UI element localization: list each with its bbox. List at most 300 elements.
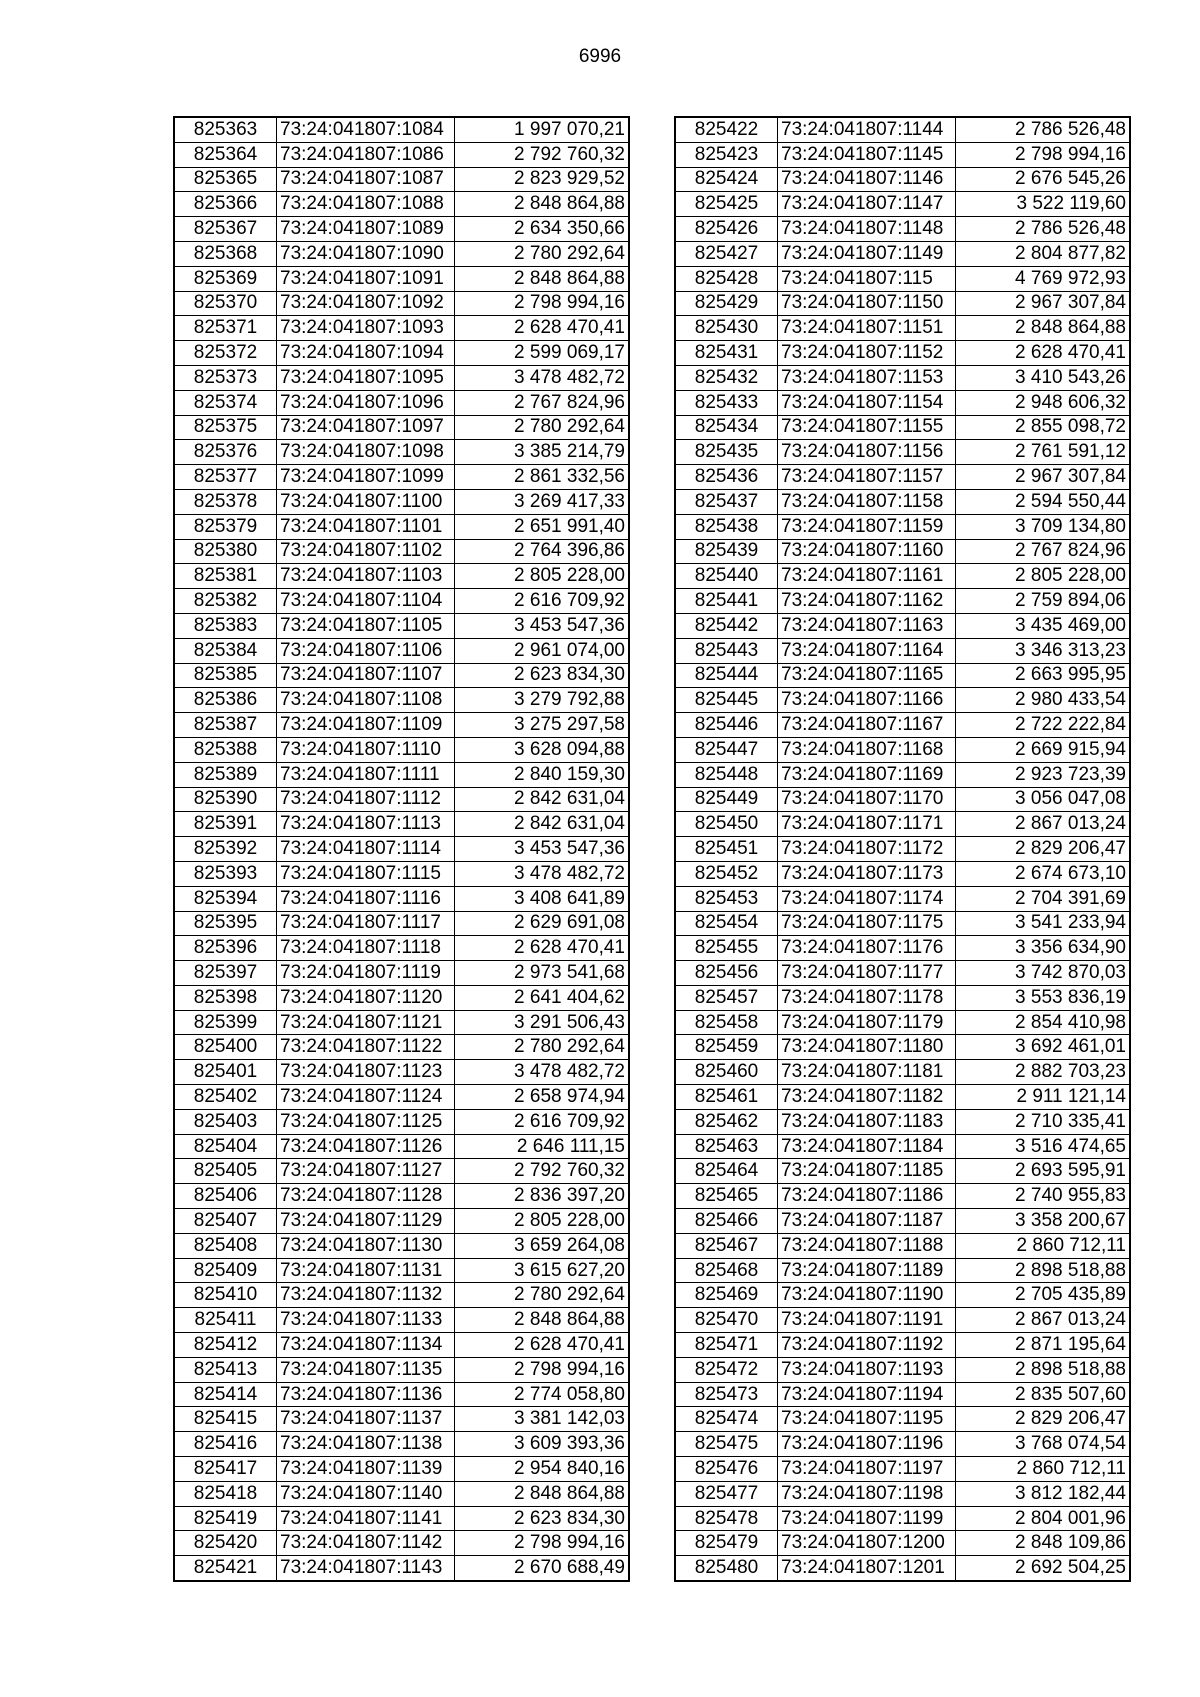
- cadastral-number-cell: 73:24:041807:1148: [778, 217, 956, 242]
- value-cell: 2 954 840,16: [455, 1457, 630, 1482]
- table-row: [174, 390, 629, 415]
- value-cell: 3 356 634,90: [956, 936, 1131, 961]
- record-number-cell: 825383: [174, 613, 277, 638]
- table-row: [675, 713, 1130, 738]
- record-number-cell: 825437: [675, 489, 778, 514]
- record-number-cell: 825438: [675, 514, 778, 539]
- record-number-cell: 825469: [675, 1283, 778, 1308]
- cadastral-number-cell: 73:24:041807:1166: [778, 688, 956, 713]
- cadastral-number-cell: 73:24:041807:1167: [778, 713, 956, 738]
- record-number-cell: 825403: [174, 1109, 277, 1134]
- table-row: [174, 1457, 629, 1482]
- value-cell: 3 541 233,94: [956, 911, 1131, 936]
- table-row: [174, 1184, 629, 1209]
- value-cell: 3 692 461,01: [956, 1035, 1131, 1060]
- value-cell: 2 628 470,41: [455, 1333, 630, 1358]
- value-cell: 2 705 435,89: [956, 1283, 1131, 1308]
- value-cell: 2 829 206,47: [956, 1407, 1131, 1432]
- table-row: [174, 117, 629, 142]
- cadastral-number-cell: 73:24:041807:1161: [778, 564, 956, 589]
- cadastral-number-cell: 73:24:041807:1180: [778, 1035, 956, 1060]
- record-number-cell: 825471: [675, 1333, 778, 1358]
- value-cell: 1 997 070,21: [455, 117, 630, 142]
- value-cell: 2 923 723,39: [956, 762, 1131, 787]
- cadastral-number-cell: 73:24:041807:1197: [778, 1457, 956, 1482]
- table-row: [675, 564, 1130, 589]
- value-cell: 2 764 396,86: [455, 539, 630, 564]
- record-number-cell: 825370: [174, 291, 277, 316]
- value-cell: 3 709 134,80: [956, 514, 1131, 539]
- cadastral-number-cell: 73:24:041807:1109: [277, 713, 455, 738]
- cadastral-number-cell: 73:24:041807:1187: [778, 1209, 956, 1234]
- value-cell: 2 967 307,84: [956, 291, 1131, 316]
- record-number-cell: 825373: [174, 365, 277, 390]
- value-cell: 2 594 550,44: [956, 489, 1131, 514]
- cadastral-number-cell: 73:24:041807:1130: [277, 1233, 455, 1258]
- cadastral-number-cell: 73:24:041807:1162: [778, 589, 956, 614]
- record-number-cell: 825376: [174, 440, 277, 465]
- table-row: [675, 762, 1130, 787]
- record-number-cell: 825456: [675, 961, 778, 986]
- cadastral-number-cell: 73:24:041807:1200: [778, 1531, 956, 1556]
- value-cell: 2 663 995,95: [956, 663, 1131, 688]
- value-cell: 3 291 506,43: [455, 1010, 630, 1035]
- table-row: [675, 1531, 1130, 1556]
- record-number-cell: 825458: [675, 1010, 778, 1035]
- table-row: [174, 985, 629, 1010]
- record-number-cell: 825371: [174, 316, 277, 341]
- table-row: [174, 514, 629, 539]
- record-number-cell: 825462: [675, 1109, 778, 1134]
- table-row: [675, 1010, 1130, 1035]
- value-cell: 2 674 673,10: [956, 861, 1131, 886]
- record-number-cell: 825459: [675, 1035, 778, 1060]
- record-number-cell: 825393: [174, 861, 277, 886]
- record-number-cell: 825475: [675, 1432, 778, 1457]
- value-cell: 2 835 507,60: [956, 1382, 1131, 1407]
- record-number-cell: 825363: [174, 117, 277, 142]
- cadastral-number-cell: 73:24:041807:1144: [778, 117, 956, 142]
- value-cell: 2 805 228,00: [956, 564, 1131, 589]
- value-cell: 2 871 195,64: [956, 1333, 1131, 1358]
- record-number-cell: 825419: [174, 1506, 277, 1531]
- cadastral-number-cell: 73:24:041807:1102: [277, 539, 455, 564]
- record-number-cell: 825474: [675, 1407, 778, 1432]
- record-number-cell: 825445: [675, 688, 778, 713]
- value-cell: 2 798 994,16: [455, 291, 630, 316]
- table-row: [174, 266, 629, 291]
- cadastral-number-cell: 73:24:041807:1184: [778, 1134, 956, 1159]
- table-row: [675, 936, 1130, 961]
- value-cell: 2 848 864,88: [455, 266, 630, 291]
- table-row: [174, 217, 629, 242]
- value-cell: 3 381 142,03: [455, 1407, 630, 1432]
- record-number-cell: 825417: [174, 1457, 277, 1482]
- table-row: [675, 663, 1130, 688]
- cadastral-number-cell: 73:24:041807:1113: [277, 812, 455, 837]
- value-cell: 2 623 834,30: [455, 1506, 630, 1531]
- cadastral-number-cell: 73:24:041807:1189: [778, 1258, 956, 1283]
- record-number-cell: 825461: [675, 1085, 778, 1110]
- table-row: [174, 1010, 629, 1035]
- cadastral-number-cell: 73:24:041807:1153: [778, 365, 956, 390]
- record-number-cell: 825451: [675, 837, 778, 862]
- cadastral-number-cell: 73:24:041807:1183: [778, 1109, 956, 1134]
- cadastral-number-cell: 73:24:041807:1201: [778, 1556, 956, 1581]
- record-number-cell: 825457: [675, 985, 778, 1010]
- record-number-cell: 825386: [174, 688, 277, 713]
- record-number-cell: 825381: [174, 564, 277, 589]
- record-number-cell: 825429: [675, 291, 778, 316]
- value-cell: 3 453 547,36: [455, 837, 630, 862]
- cadastral-number-cell: 73:24:041807:1106: [277, 638, 455, 663]
- cadastral-number-cell: 73:24:041807:1134: [277, 1333, 455, 1358]
- record-number-cell: 825392: [174, 837, 277, 862]
- table-row: [174, 737, 629, 762]
- cadastral-number-cell: 73:24:041807:1185: [778, 1159, 956, 1184]
- table-row: [174, 613, 629, 638]
- value-cell: 3 410 543,26: [956, 365, 1131, 390]
- cadastral-number-cell: 73:24:041807:1190: [778, 1283, 956, 1308]
- cadastral-number-cell: 73:24:041807:1111: [277, 762, 455, 787]
- record-number-cell: 825464: [675, 1159, 778, 1184]
- value-cell: 2 823 929,52: [455, 167, 630, 192]
- value-cell: 2 980 433,54: [956, 688, 1131, 713]
- table-row: [675, 365, 1130, 390]
- cadastral-number-cell: 73:24:041807:1099: [277, 465, 455, 490]
- value-cell: 2 840 159,30: [455, 762, 630, 787]
- value-cell: 2 973 541,68: [455, 961, 630, 986]
- table-row: [675, 514, 1130, 539]
- table-row: [174, 415, 629, 440]
- value-cell: 2 628 470,41: [956, 341, 1131, 366]
- table-row: [174, 663, 629, 688]
- table-row: [675, 1556, 1130, 1581]
- table-row: [675, 688, 1130, 713]
- value-cell: 2 805 228,00: [455, 564, 630, 589]
- record-number-cell: 825374: [174, 390, 277, 415]
- cadastral-number-cell: 73:24:041807:1195: [778, 1407, 956, 1432]
- record-number-cell: 825460: [675, 1060, 778, 1085]
- cadastral-number-cell: 73:24:041807:1193: [778, 1357, 956, 1382]
- record-number-cell: 825476: [675, 1457, 778, 1482]
- page-number: 6996: [578, 46, 622, 67]
- cadastral-number-cell: 73:24:041807:1186: [778, 1184, 956, 1209]
- table-row: [174, 1308, 629, 1333]
- record-number-cell: 825413: [174, 1357, 277, 1382]
- table-row: [675, 1060, 1130, 1085]
- cadastral-number-cell: 73:24:041807:1097: [277, 415, 455, 440]
- record-number-cell: 825379: [174, 514, 277, 539]
- value-cell: 2 780 292,64: [455, 415, 630, 440]
- cadastral-number-cell: 73:24:041807:1096: [277, 390, 455, 415]
- record-number-cell: 825436: [675, 465, 778, 490]
- cadastral-number-cell: 73:24:041807:1118: [277, 936, 455, 961]
- value-cell: 2 704 391,69: [956, 886, 1131, 911]
- cadastral-number-cell: 73:24:041807:1149: [778, 241, 956, 266]
- table-row: [675, 465, 1130, 490]
- value-cell: 2 692 504,25: [956, 1556, 1131, 1581]
- record-number-cell: 825446: [675, 713, 778, 738]
- value-cell: 2 780 292,64: [455, 241, 630, 266]
- table-row: [675, 266, 1130, 291]
- cadastral-number-cell: 73:24:041807:1090: [277, 241, 455, 266]
- record-number-cell: 825389: [174, 762, 277, 787]
- value-cell: 3 478 482,72: [455, 861, 630, 886]
- cadastral-number-cell: 73:24:041807:1141: [277, 1506, 455, 1531]
- table-row: [675, 1333, 1130, 1358]
- cadastral-number-cell: 73:24:041807:1192: [778, 1333, 956, 1358]
- table-row: [675, 390, 1130, 415]
- value-cell: 2 629 691,08: [455, 911, 630, 936]
- cadastral-number-cell: 73:24:041807:1127: [277, 1159, 455, 1184]
- table-row: [174, 1481, 629, 1506]
- value-cell: 2 792 760,32: [455, 142, 630, 167]
- value-cell: 2 961 074,00: [455, 638, 630, 663]
- record-number-cell: 825378: [174, 489, 277, 514]
- table-row: [174, 886, 629, 911]
- value-cell: 3 615 627,20: [455, 1258, 630, 1283]
- cadastral-number-cell: 73:24:041807:115: [778, 266, 956, 291]
- record-number-cell: 825398: [174, 985, 277, 1010]
- table-row: [675, 787, 1130, 812]
- cadastral-table-right: [674, 116, 1131, 1582]
- value-cell: 3 346 313,23: [956, 638, 1131, 663]
- record-number-cell: 825375: [174, 415, 277, 440]
- value-cell: 3 609 393,36: [455, 1432, 630, 1457]
- table-row: [675, 812, 1130, 837]
- cadastral-number-cell: 73:24:041807:1132: [277, 1283, 455, 1308]
- record-number-cell: 825431: [675, 341, 778, 366]
- value-cell: 2 767 824,96: [455, 390, 630, 415]
- cadastral-number-cell: 73:24:041807:1124: [277, 1085, 455, 1110]
- value-cell: 2 641 404,62: [455, 985, 630, 1010]
- table-row: [675, 117, 1130, 142]
- value-cell: 3 516 474,65: [956, 1134, 1131, 1159]
- table-row: [675, 1283, 1130, 1308]
- table-row: [174, 762, 629, 787]
- table-row: [174, 936, 629, 961]
- value-cell: 2 616 709,92: [455, 1109, 630, 1134]
- record-number-cell: 825372: [174, 341, 277, 366]
- table-row: [675, 1457, 1130, 1482]
- record-number-cell: 825380: [174, 539, 277, 564]
- table-row: [174, 713, 629, 738]
- cadastral-number-cell: 73:24:041807:1164: [778, 638, 956, 663]
- cadastral-number-cell: 73:24:041807:1158: [778, 489, 956, 514]
- cadastral-number-cell: 73:24:041807:1154: [778, 390, 956, 415]
- value-cell: 3 279 792,88: [455, 688, 630, 713]
- record-number-cell: 825470: [675, 1308, 778, 1333]
- value-cell: 2 722 222,84: [956, 713, 1131, 738]
- value-cell: 2 599 069,17: [455, 341, 630, 366]
- record-number-cell: 825428: [675, 266, 778, 291]
- record-number-cell: 825411: [174, 1308, 277, 1333]
- table-row: [675, 1258, 1130, 1283]
- record-number-cell: 825467: [675, 1233, 778, 1258]
- value-cell: 2 628 470,41: [455, 936, 630, 961]
- table-row: [174, 589, 629, 614]
- table-row: [675, 638, 1130, 663]
- cadastral-number-cell: 73:24:041807:1119: [277, 961, 455, 986]
- value-cell: 2 842 631,04: [455, 812, 630, 837]
- cadastral-number-cell: 73:24:041807:1133: [277, 1308, 455, 1333]
- table-row: [675, 1407, 1130, 1432]
- record-number-cell: 825387: [174, 713, 277, 738]
- table-body-left: [174, 117, 629, 1581]
- value-cell: 2 669 915,94: [956, 737, 1131, 762]
- record-number-cell: 825466: [675, 1209, 778, 1234]
- table-row: [174, 812, 629, 837]
- table-row: [675, 1085, 1130, 1110]
- value-cell: 2 710 335,41: [956, 1109, 1131, 1134]
- value-cell: 2 798 994,16: [455, 1531, 630, 1556]
- record-number-cell: 825412: [174, 1333, 277, 1358]
- cadastral-number-cell: 73:24:041807:1138: [277, 1432, 455, 1457]
- cadastral-number-cell: 73:24:041807:1100: [277, 489, 455, 514]
- value-cell: 2 804 877,82: [956, 241, 1131, 266]
- cadastral-number-cell: 73:24:041807:1101: [277, 514, 455, 539]
- cadastral-number-cell: 73:24:041807:1098: [277, 440, 455, 465]
- cadastral-number-cell: 73:24:041807:1108: [277, 688, 455, 713]
- record-number-cell: 825367: [174, 217, 277, 242]
- cadastral-number-cell: 73:24:041807:1122: [277, 1035, 455, 1060]
- value-cell: 3 435 469,00: [956, 613, 1131, 638]
- value-cell: 3 812 182,44: [956, 1481, 1131, 1506]
- value-cell: 2 860 712,11: [956, 1233, 1131, 1258]
- record-number-cell: 825434: [675, 415, 778, 440]
- record-number-cell: 825427: [675, 241, 778, 266]
- table-row: [675, 167, 1130, 192]
- cadastral-number-cell: 73:24:041807:1199: [778, 1506, 956, 1531]
- cadastral-number-cell: 73:24:041807:1146: [778, 167, 956, 192]
- table-row: [174, 1035, 629, 1060]
- table-row: [675, 192, 1130, 217]
- value-cell: 2 855 098,72: [956, 415, 1131, 440]
- value-cell: 2 670 688,49: [455, 1556, 630, 1581]
- value-cell: 3 478 482,72: [455, 1060, 630, 1085]
- table-row: [174, 1382, 629, 1407]
- value-cell: 2 616 709,92: [455, 589, 630, 614]
- value-cell: 2 786 526,48: [956, 117, 1131, 142]
- cadastral-number-cell: 73:24:041807:1086: [277, 142, 455, 167]
- table-row: [174, 1432, 629, 1457]
- cadastral-number-cell: 73:24:041807:1176: [778, 936, 956, 961]
- cadastral-number-cell: 73:24:041807:1125: [277, 1109, 455, 1134]
- cadastral-number-cell: 73:24:041807:1177: [778, 961, 956, 986]
- record-number-cell: 825397: [174, 961, 277, 986]
- record-number-cell: 825377: [174, 465, 277, 490]
- cadastral-number-cell: 73:24:041807:1174: [778, 886, 956, 911]
- cadastral-number-cell: 73:24:041807:1188: [778, 1233, 956, 1258]
- cadastral-number-cell: 73:24:041807:1136: [277, 1382, 455, 1407]
- record-number-cell: 825439: [675, 539, 778, 564]
- record-number-cell: 825452: [675, 861, 778, 886]
- cadastral-number-cell: 73:24:041807:1110: [277, 737, 455, 762]
- cadastral-number-cell: 73:24:041807:1089: [277, 217, 455, 242]
- table-row: [174, 911, 629, 936]
- record-number-cell: 825408: [174, 1233, 277, 1258]
- record-number-cell: 825424: [675, 167, 778, 192]
- value-cell: 3 275 297,58: [455, 713, 630, 738]
- value-cell: 2 842 631,04: [455, 787, 630, 812]
- table-row: [675, 440, 1130, 465]
- value-cell: 2 948 606,32: [956, 390, 1131, 415]
- value-cell: 2 651 991,40: [455, 514, 630, 539]
- value-cell: 2 676 545,26: [956, 167, 1131, 192]
- value-cell: 2 780 292,64: [455, 1035, 630, 1060]
- record-number-cell: 825400: [174, 1035, 277, 1060]
- table-row: [174, 465, 629, 490]
- cadastral-number-cell: 73:24:041807:1129: [277, 1209, 455, 1234]
- record-number-cell: 825414: [174, 1382, 277, 1407]
- record-number-cell: 825421: [174, 1556, 277, 1581]
- record-number-cell: 825409: [174, 1258, 277, 1283]
- table-row: [174, 316, 629, 341]
- record-number-cell: 825440: [675, 564, 778, 589]
- table-row: [675, 142, 1130, 167]
- cadastral-number-cell: 73:24:041807:1147: [778, 192, 956, 217]
- value-cell: 2 804 001,96: [956, 1506, 1131, 1531]
- table-row: [174, 787, 629, 812]
- cadastral-number-cell: 73:24:041807:1140: [277, 1481, 455, 1506]
- cadastral-number-cell: 73:24:041807:1165: [778, 663, 956, 688]
- record-number-cell: 825448: [675, 762, 778, 787]
- table-row: [675, 1357, 1130, 1382]
- value-cell: 2 740 955,83: [956, 1184, 1131, 1209]
- value-cell: 3 453 547,36: [455, 613, 630, 638]
- record-number-cell: 825463: [675, 1134, 778, 1159]
- record-number-cell: 825422: [675, 117, 778, 142]
- table-row: [675, 1109, 1130, 1134]
- table-row: [174, 837, 629, 862]
- table-row: [675, 415, 1130, 440]
- cadastral-number-cell: 73:24:041807:1088: [277, 192, 455, 217]
- record-number-cell: 825480: [675, 1556, 778, 1581]
- table-row: [174, 1060, 629, 1085]
- record-number-cell: 825468: [675, 1258, 778, 1283]
- record-number-cell: 825433: [675, 390, 778, 415]
- value-cell: 2 861 332,56: [455, 465, 630, 490]
- table-row: [675, 837, 1130, 862]
- record-number-cell: 825396: [174, 936, 277, 961]
- value-cell: 3 478 482,72: [455, 365, 630, 390]
- value-cell: 3 408 641,89: [455, 886, 630, 911]
- value-cell: 3 553 836,19: [956, 985, 1131, 1010]
- table-row: [675, 911, 1130, 936]
- table-row: [174, 1506, 629, 1531]
- table-row: [174, 440, 629, 465]
- record-number-cell: 825435: [675, 440, 778, 465]
- table-row: [174, 1407, 629, 1432]
- value-cell: 2 829 206,47: [956, 837, 1131, 862]
- cadastral-number-cell: 73:24:041807:1120: [277, 985, 455, 1010]
- table-row: [675, 241, 1130, 266]
- value-cell: 2 848 864,88: [455, 1481, 630, 1506]
- record-number-cell: 825406: [174, 1184, 277, 1209]
- cadastral-number-cell: 73:24:041807:1128: [277, 1184, 455, 1209]
- cadastral-number-cell: 73:24:041807:1191: [778, 1308, 956, 1333]
- cadastral-number-cell: 73:24:041807:1137: [277, 1407, 455, 1432]
- value-cell: 3 056 047,08: [956, 787, 1131, 812]
- record-number-cell: 825465: [675, 1184, 778, 1209]
- cadastral-number-cell: 73:24:041807:1094: [277, 341, 455, 366]
- record-number-cell: 825402: [174, 1085, 277, 1110]
- value-cell: 2 658 974,94: [455, 1085, 630, 1110]
- value-cell: 2 854 410,98: [956, 1010, 1131, 1035]
- cadastral-table-left: [173, 116, 630, 1582]
- record-number-cell: 825449: [675, 787, 778, 812]
